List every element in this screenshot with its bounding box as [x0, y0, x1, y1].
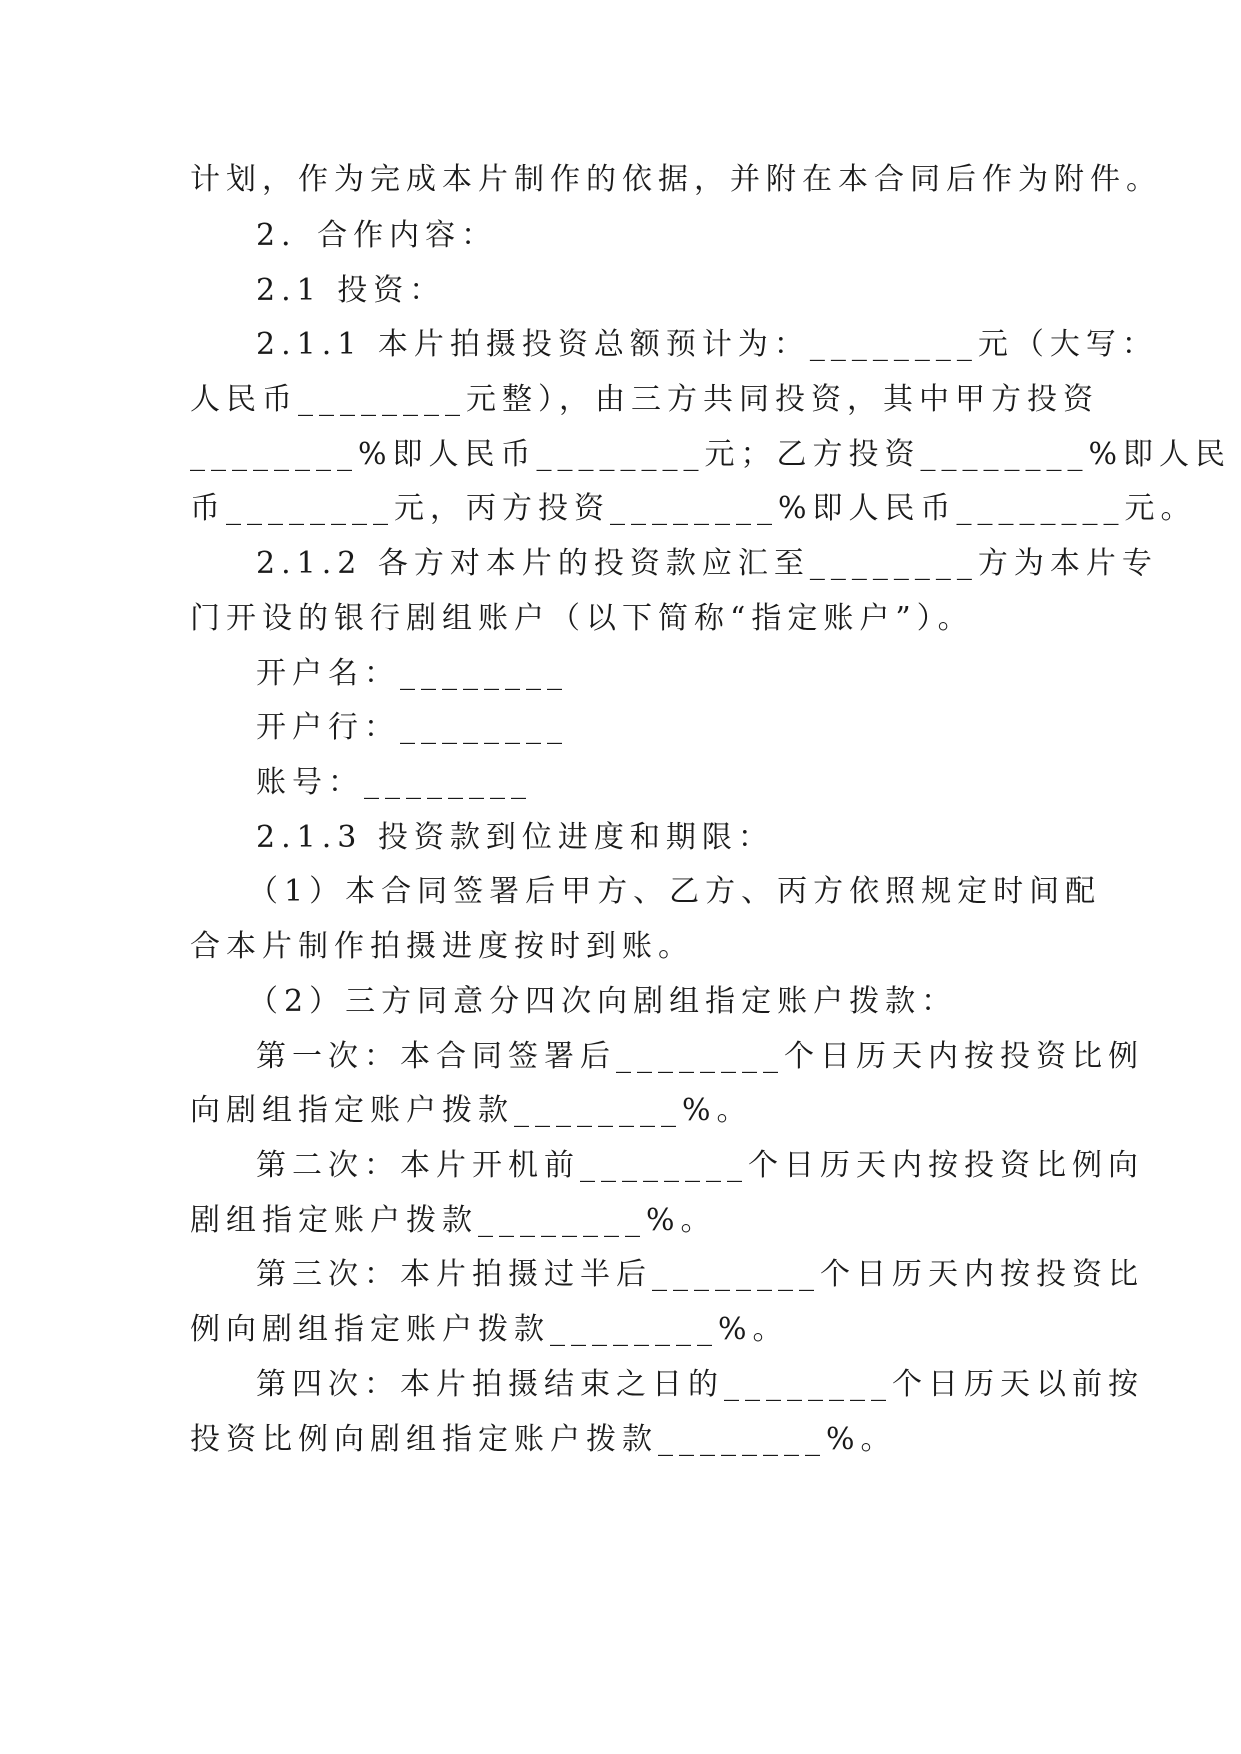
clause-line: 合本片制作拍摄进度按时到账。: [190, 929, 694, 964]
payment-line: 第一次：本合同签署后________个日历天内按投资比例: [256, 1039, 1144, 1074]
subsection-heading: 2.1 投资：: [256, 273, 446, 308]
clause-line: ________%即人民币________元；乙方投资________%即人民: [190, 437, 1232, 472]
payment-line: 向剧组指定账户拨款________%。: [190, 1093, 753, 1128]
payment-line: 例向剧组指定账户拨款________%。: [190, 1312, 789, 1347]
payment-line: 第四次：本片拍摄结束之日的________个日历天以前按: [256, 1367, 1144, 1402]
account-bank-field: 开户行：________: [256, 710, 568, 745]
payment-line: 第三次：本片拍摄过半后________个日历天内按投资比: [256, 1257, 1144, 1292]
section-heading: 2．合作内容：: [256, 218, 498, 253]
clause-line: 币________元，丙方投资________%即人民币________元。: [190, 491, 1197, 526]
clause-line: 门开设的银行剧组账户（以下简称“指定账户”）。: [190, 601, 974, 636]
clause-line: 2.1.3 投资款到位进度和期限：: [256, 820, 774, 855]
account-name-field: 开户名：________: [256, 656, 568, 691]
payment-line: 第二次：本片开机前________个日历天内按投资比例向: [256, 1148, 1144, 1183]
clause-line: （1）本合同签署后甲方、乙方、丙方依照规定时间配: [248, 874, 1102, 909]
clause-line: 人民币________元整），由三方共同投资，其中甲方投资: [190, 382, 1099, 417]
payment-line: 剧组指定账户拨款________%。: [190, 1203, 717, 1238]
paragraph-line: 计划，作为完成本片制作的依据，并附在本合同后作为附件。: [190, 162, 1162, 197]
clause-line: 2.1.2 各方对本片的投资款应汇至________方为本片专: [256, 546, 1158, 581]
account-number-field: 账号：________: [256, 765, 532, 800]
clause-line: 2.1.1 本片拍摄投资总额预计为：________元（大写：: [256, 327, 1158, 362]
clause-line: （2）三方同意分四次向剧组指定账户拨款：: [248, 984, 958, 1019]
payment-line: 投资比例向剧组指定账户拨款________%。: [190, 1422, 897, 1457]
